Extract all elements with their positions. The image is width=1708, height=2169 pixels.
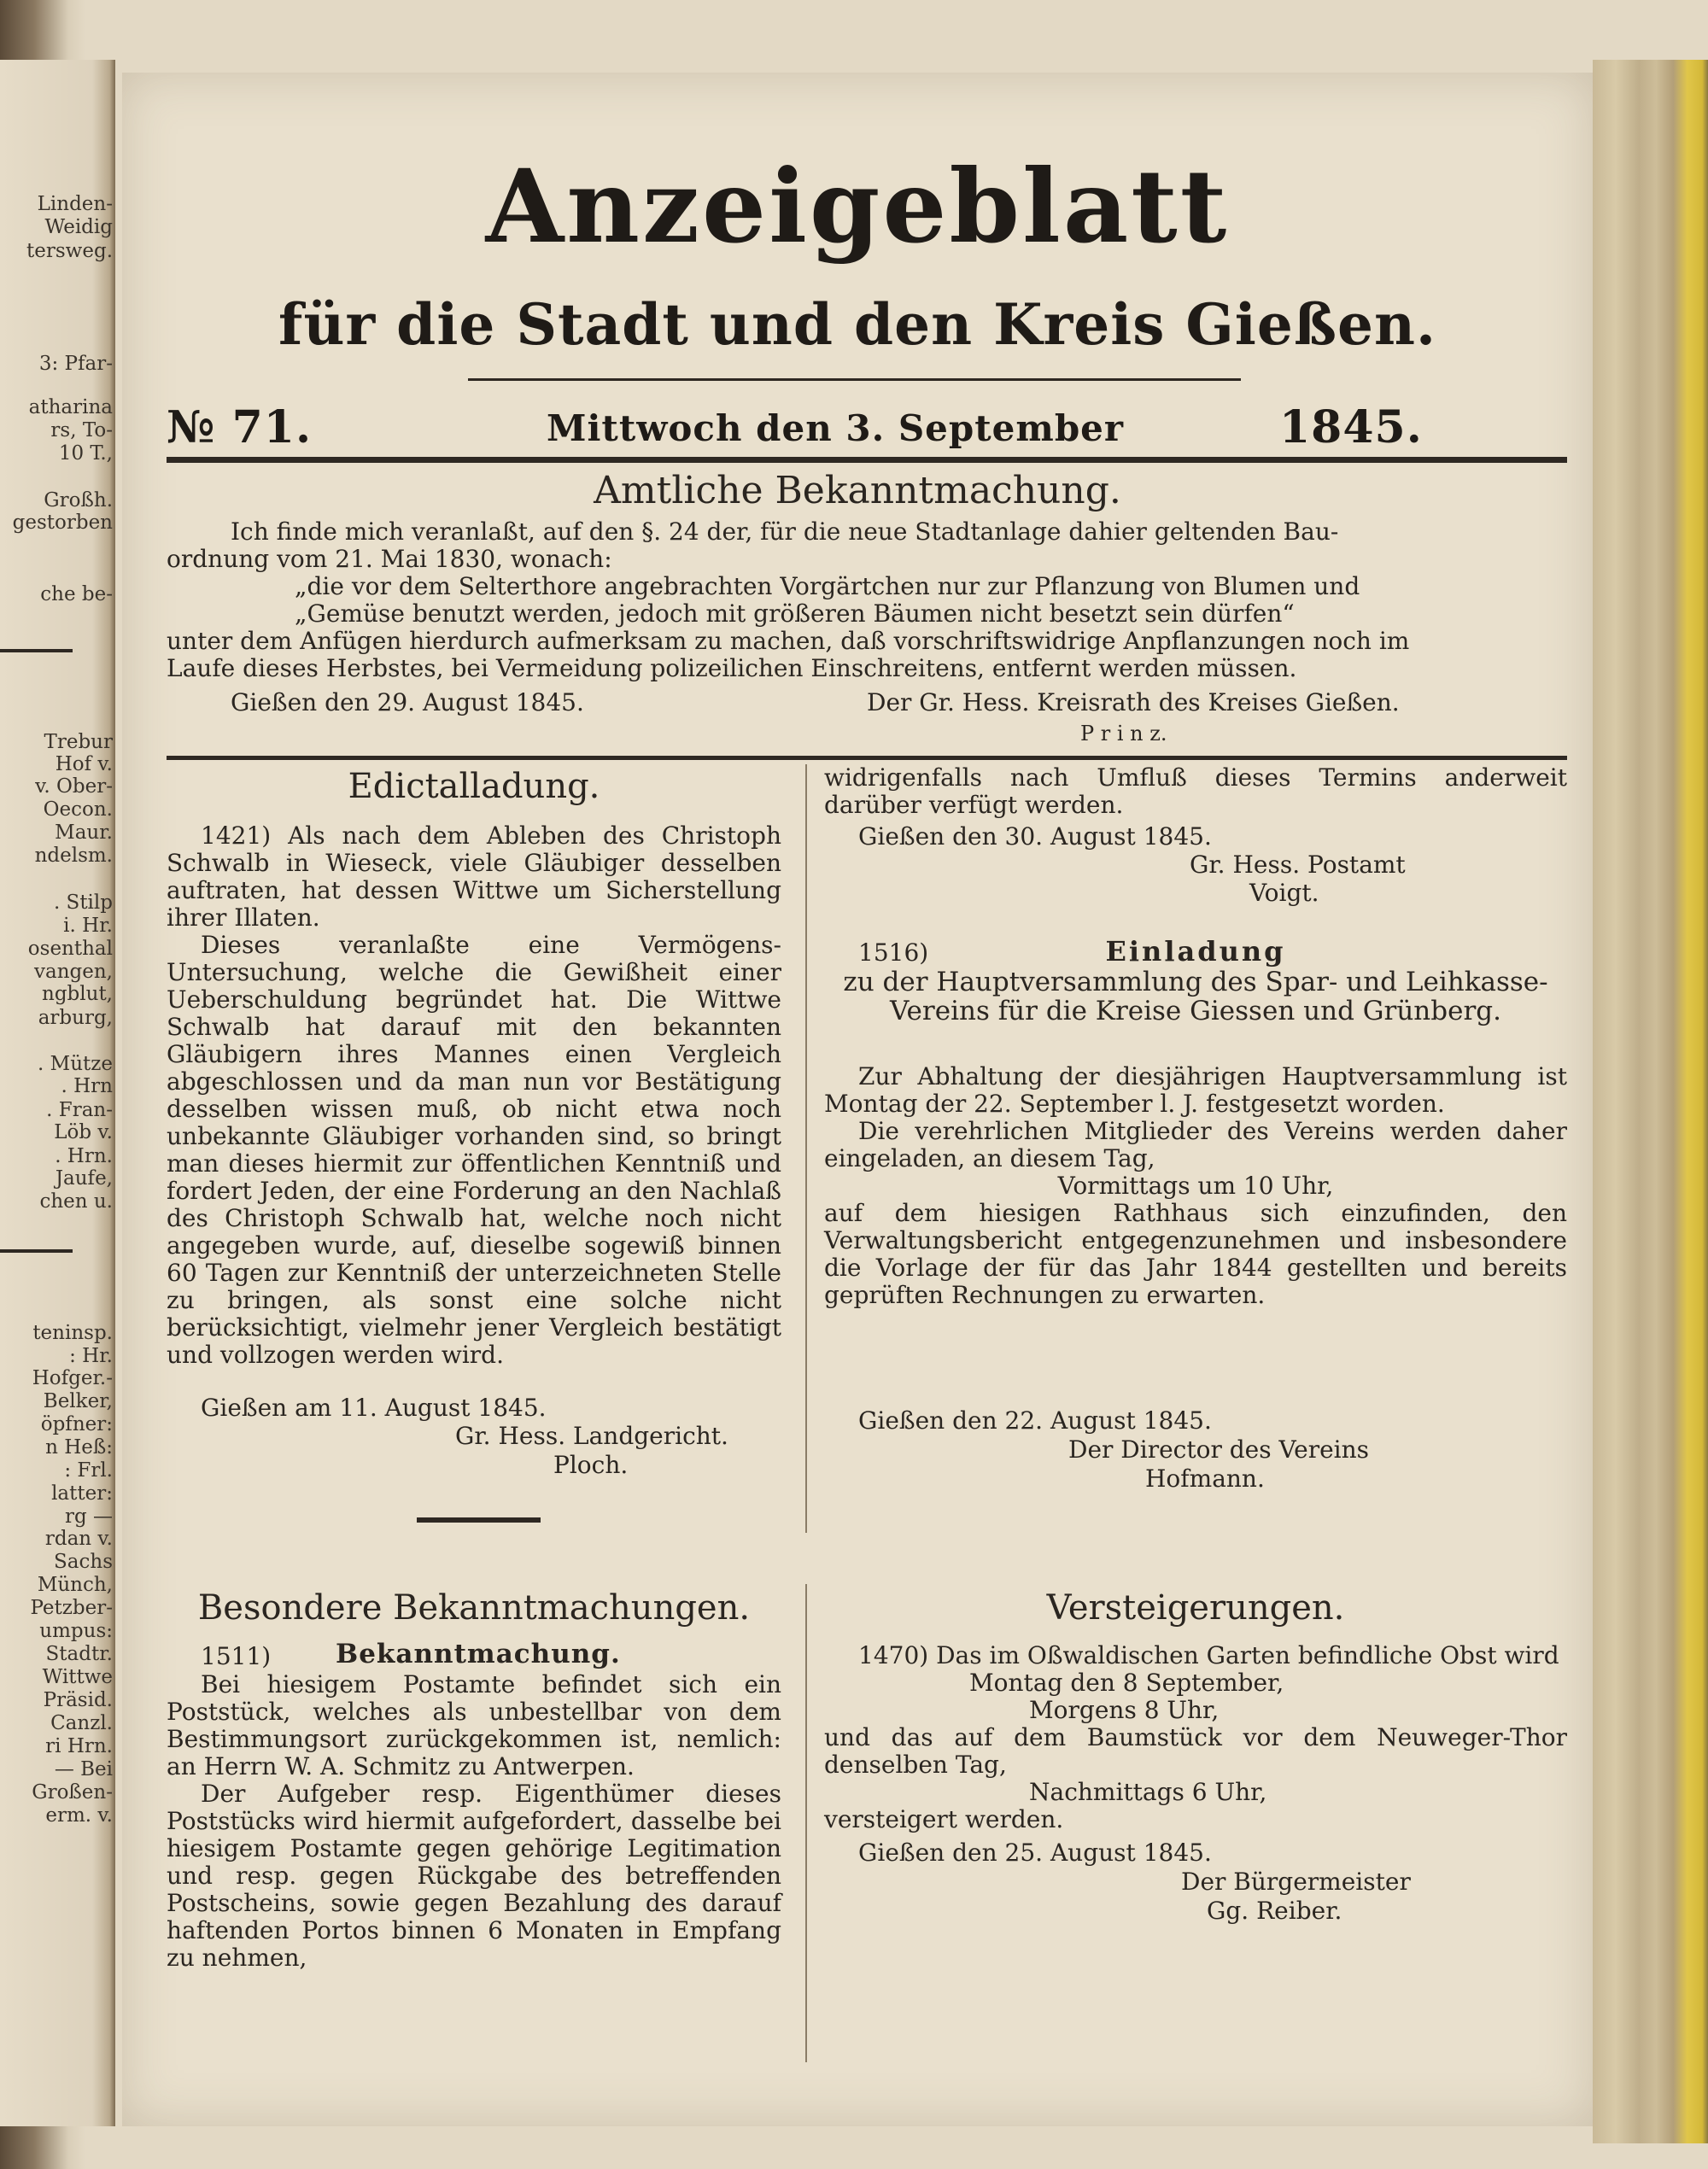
left-page-fragment: : Frl. [64,1459,113,1482]
versteigerungen-body [824,1642,1567,1833]
left-page-rule [0,649,73,652]
left-page-fragment: . Stilp [53,892,113,914]
einladung-body [824,1063,1567,1309]
left-page-fragment: i. Hr. [63,915,113,937]
left-page-fragment: umpus: [39,1620,113,1642]
besondere-para: Bei hiesigem Postamte befindet sich ein Poststück, welches als unbestellbar von dem Bestimmungsort zurückgekommen ist, nemlich: an Herrn W. A. Schmitz zu Antwerpen. [167,1670,781,1780]
besondere-number: 1511) [201,1642,272,1670]
einladung-subheading: zu der Hauptversammlung des Spar- und Leihkasse-Vereins für die Kreise Giessen und Grünberg. [843,967,1548,1026]
versteigerungen-line: Montag den 8 September, [969,1669,1284,1697]
edictalladung-para: 1421) Als nach dem Ableben des Christoph Schwalb in Wieseck, viele Gläubiger desselben auftraten, hat dessen Wittwe um Sicherstellung ihrer Illaten. [167,821,781,932]
left-page-fragment: gestorben [12,512,113,534]
masthead-title: Anzeigeblatt [485,147,1230,266]
left-page-fragment: v. Ober- [35,775,113,798]
einladung-para: Die verehrlichen Mitglieder des Vereins werden daher eingeladen, an diesem Tag, [824,1117,1567,1172]
book-page-edges [1593,60,1708,2143]
left-page-rule [0,1249,73,1253]
besondere-para: Der Aufgeber resp. Eigenthümer dieses Poststücks wird hiermit aufgefordert, dasselbe bei hiesigem Postamte gegen gehörige Legitimation und resp. gegen Rückgabe des betreffenden Postscheins, sowie gegen Bezahlung des darauf haftenden Portos binnen 6 Monaten in Empfang zu nehmen, [167,1780,781,1972]
left-page-fragment: Belker, [43,1390,113,1412]
left-page-fragment: Münch, [37,1574,113,1596]
left-page-fragment: Großen- [32,1781,113,1804]
amtliche-line: Ich finde mich veranlaßt, auf den §. 24 der, für die neue Stadtanlage dahier geltenden Bau- [231,517,1339,546]
column-divider [805,1584,807,2062]
einladung-heading: Einladung [1105,935,1286,968]
left-page-fragment: che be- [40,583,113,605]
left-neighbour-page [0,60,115,2126]
left-page-fragment: vangen, [34,961,113,983]
versteigerungen-para: 1470) Das im Oßwaldischen Garten befindliche Obst wird [858,1641,1559,1669]
amtliche-line: „Gemüse benutzt werden, jedoch mit größeren Bäumen nicht besetzt sein dürfen“ [295,599,1295,628]
short-rule [417,1517,541,1523]
left-page-fragment: — Bei [54,1758,113,1780]
postamt-place-date: Gießen den 30. August 1845. [858,822,1212,851]
left-page-fragment: Oecon. [43,798,113,821]
einladung-number: 1516) [858,938,929,967]
amtliche-line: „die vor dem Selterthore angebrachten Vorgärtchen nur zur Pflanzung von Blumen und [295,572,1360,600]
left-page-fragment: rs, To- [50,419,113,441]
besondere-title: Bekanntmachung. [336,1639,621,1669]
amtliche-place-date: Gießen den 29. August 1845. [231,688,584,716]
besondere-heading: Besondere Bekanntmachungen. [197,1588,751,1628]
versteigerungen-signer: Gg. Reiber. [1207,1897,1342,1925]
postamt-body [824,764,1567,819]
issue-number: № 71. [167,401,313,453]
left-page-fragment: erm. v. [45,1804,113,1827]
left-page-fragment: ngblut, [42,983,113,1005]
edictalladung-body [167,822,781,1369]
postamt-signer: Voigt. [1249,879,1319,907]
edictalladung-para: Dieses veranlaßte eine Vermögens-Untersuchung, welche die Gewißheit einer Ueberschuldung begründet hat. Die Wittwe Schwalb hat darauf mit den bekannten Gläubigern ihres Mannes einen Vergleich abgeschlossen und da man nun vor Bestätigung desselben wissen muß, ob nicht etwa noch unbekannte Gläubiger vorhanden sind, so bringt man dieses hiermit zur öffentlichen Kenntniß und fordert Jeden, der eine Forderung an den Nachlaß des Christoph Schwalb hat, welche noch nicht angegeben wurde, auf, dieselbe sogewiß binnen 60 Tagen zur Kenntniß der unterzeichneten Stelle zu bringen, als sonst eine solche nicht berücksichtigt, vielmehr jener Vergleich bestätigt und vollzogen werden wird. [167,931,781,1369]
amtliche-heading: Amtliche Bekanntmachung. [594,469,1121,512]
left-page-fragment: Maur. [55,821,113,844]
versteigerungen-authority: Der Bürgermeister [1181,1868,1411,1896]
left-page-fragment: atharina [28,396,113,418]
left-page-fragment: Petzber- [30,1597,113,1619]
newspaper-page [122,73,1593,2126]
einladung-para: Zur Abhaltung der diesjährigen Hauptversammlung ist Montag der 22. September l. J. festgesetzt worden. [824,1062,1567,1118]
amtliche-authority: Der Gr. Hess. Kreisrath des Kreises Gießen. [867,688,1400,716]
left-page-fragment: öpfner: [40,1413,113,1435]
left-page-fragment: Löb v. [54,1121,113,1143]
left-page-fragment: tersweg. [26,240,113,262]
versteigerungen-line: Nachmittags 6 Uhr, [1029,1778,1267,1806]
left-page-fragment: Weidig [44,216,113,238]
amtliche-signer: P r i n z. [1080,722,1167,745]
einladung-signer: Hofmann. [1145,1465,1265,1493]
besondere-body [167,1671,781,1972]
left-page-fragment: 10 T., [58,442,113,465]
left-page-fragment: rdan v. [44,1528,113,1550]
left-page-fragment: . Mütze [38,1053,113,1075]
left-page-fragment: Canzl. [50,1712,113,1734]
masthead-double-rule [167,457,1567,463]
left-page-fragment: rg — [64,1505,113,1528]
versteigerungen-place-date: Gießen den 25. August 1845. [858,1839,1212,1867]
left-page-fragment: . Hrn [61,1075,113,1097]
amtliche-line: Laufe dieses Herbstes, bei Vermeidung polizeilichen Einschreitens, entfernt werden müssen. [167,654,1297,682]
versteigerungen-para: und das auf dem Baumstück vor dem Neuweger-Thor denselben Tag, [824,1723,1567,1779]
left-page-fragment: Jaufe, [55,1167,113,1190]
einladung-authority: Der Director des Vereins [1068,1435,1370,1464]
versteigerungen-para: versteigert werden. [824,1805,1064,1833]
left-page-fragment: ri Hrn. [45,1735,113,1757]
amtliche-line: unter dem Anfügen hierdurch aufmerksam zu machen, daß vorschriftswidrige Anpflanzungen noch im [167,627,1410,655]
left-page-fragment: Hofger.- [32,1367,113,1389]
left-page-fragment: : Hr. [69,1345,113,1367]
postamt-authority: Gr. Hess. Postamt [1190,851,1406,879]
left-page-fragment: 3: Pfar- [38,353,113,375]
left-page-fragment: Großh. [44,489,113,512]
left-page-fragment: Stadtr. [45,1643,113,1665]
left-page-fragment: Wittwe [42,1666,113,1688]
left-page-fragment: arburg, [38,1007,113,1029]
issue-date: Mittwoch den 3. September [546,407,1125,449]
left-page-fragment: Linden- [37,193,113,215]
edictalladung-authority: Gr. Hess. Landgericht. [455,1422,728,1450]
einladung-time: Vormittags um 10 Uhr, [1057,1172,1334,1200]
edictalladung-heading: Edictalladung. [348,767,600,806]
left-page-fragment: osenthal [27,938,113,960]
left-page-fragment: chen u. [39,1190,113,1213]
left-page-fragment: Hof v. [55,753,113,775]
column-divider [805,764,807,1533]
section-rule [167,756,1567,760]
edictalladung-signer: Ploch. [553,1451,629,1479]
left-page-fragment: ndelsm. [34,845,113,867]
left-page-fragment: Trebur [44,731,113,753]
masthead-subtitle: für die Stadt und den Kreis Gießen. [278,291,1436,358]
postamt-para: widrigenfalls nach Umfluß dieses Termins anderweit darüber verfügt werden. [824,763,1567,819]
versteigerungen-line: Morgens 8 Uhr, [1029,1696,1220,1724]
einladung-para: auf dem hiesigen Rathhaus sich einzufinden, den Verwaltungsbericht entgegenzunehmen und insbesondere die Vorlage der für das Jahr 1844 gestellten und bereits geprüften Rechnungen zu erwarten. [824,1199,1567,1309]
left-page-fragment: . Hrn. [55,1145,113,1167]
left-page-fragment: Präsid. [43,1689,113,1711]
einladung-place-date: Gießen den 22. August 1845. [858,1406,1212,1435]
versteigerungen-heading: Versteigerungen. [1046,1588,1345,1628]
edictalladung-place-date: Gießen am 11. August 1845. [201,1394,547,1422]
left-page-fragment: teninsp. [32,1322,113,1344]
masthead-rule [468,378,1241,381]
left-page-fragment: latter: [51,1482,113,1505]
left-page-fragment: n Heß: [45,1436,113,1459]
issue-year: 1845. [1279,401,1423,453]
left-page-fragment: Sachs [54,1551,113,1573]
left-page-fragment: . Fran- [46,1099,113,1121]
amtliche-line: ordnung vom 21. Mai 1830, wonach: [167,545,612,573]
